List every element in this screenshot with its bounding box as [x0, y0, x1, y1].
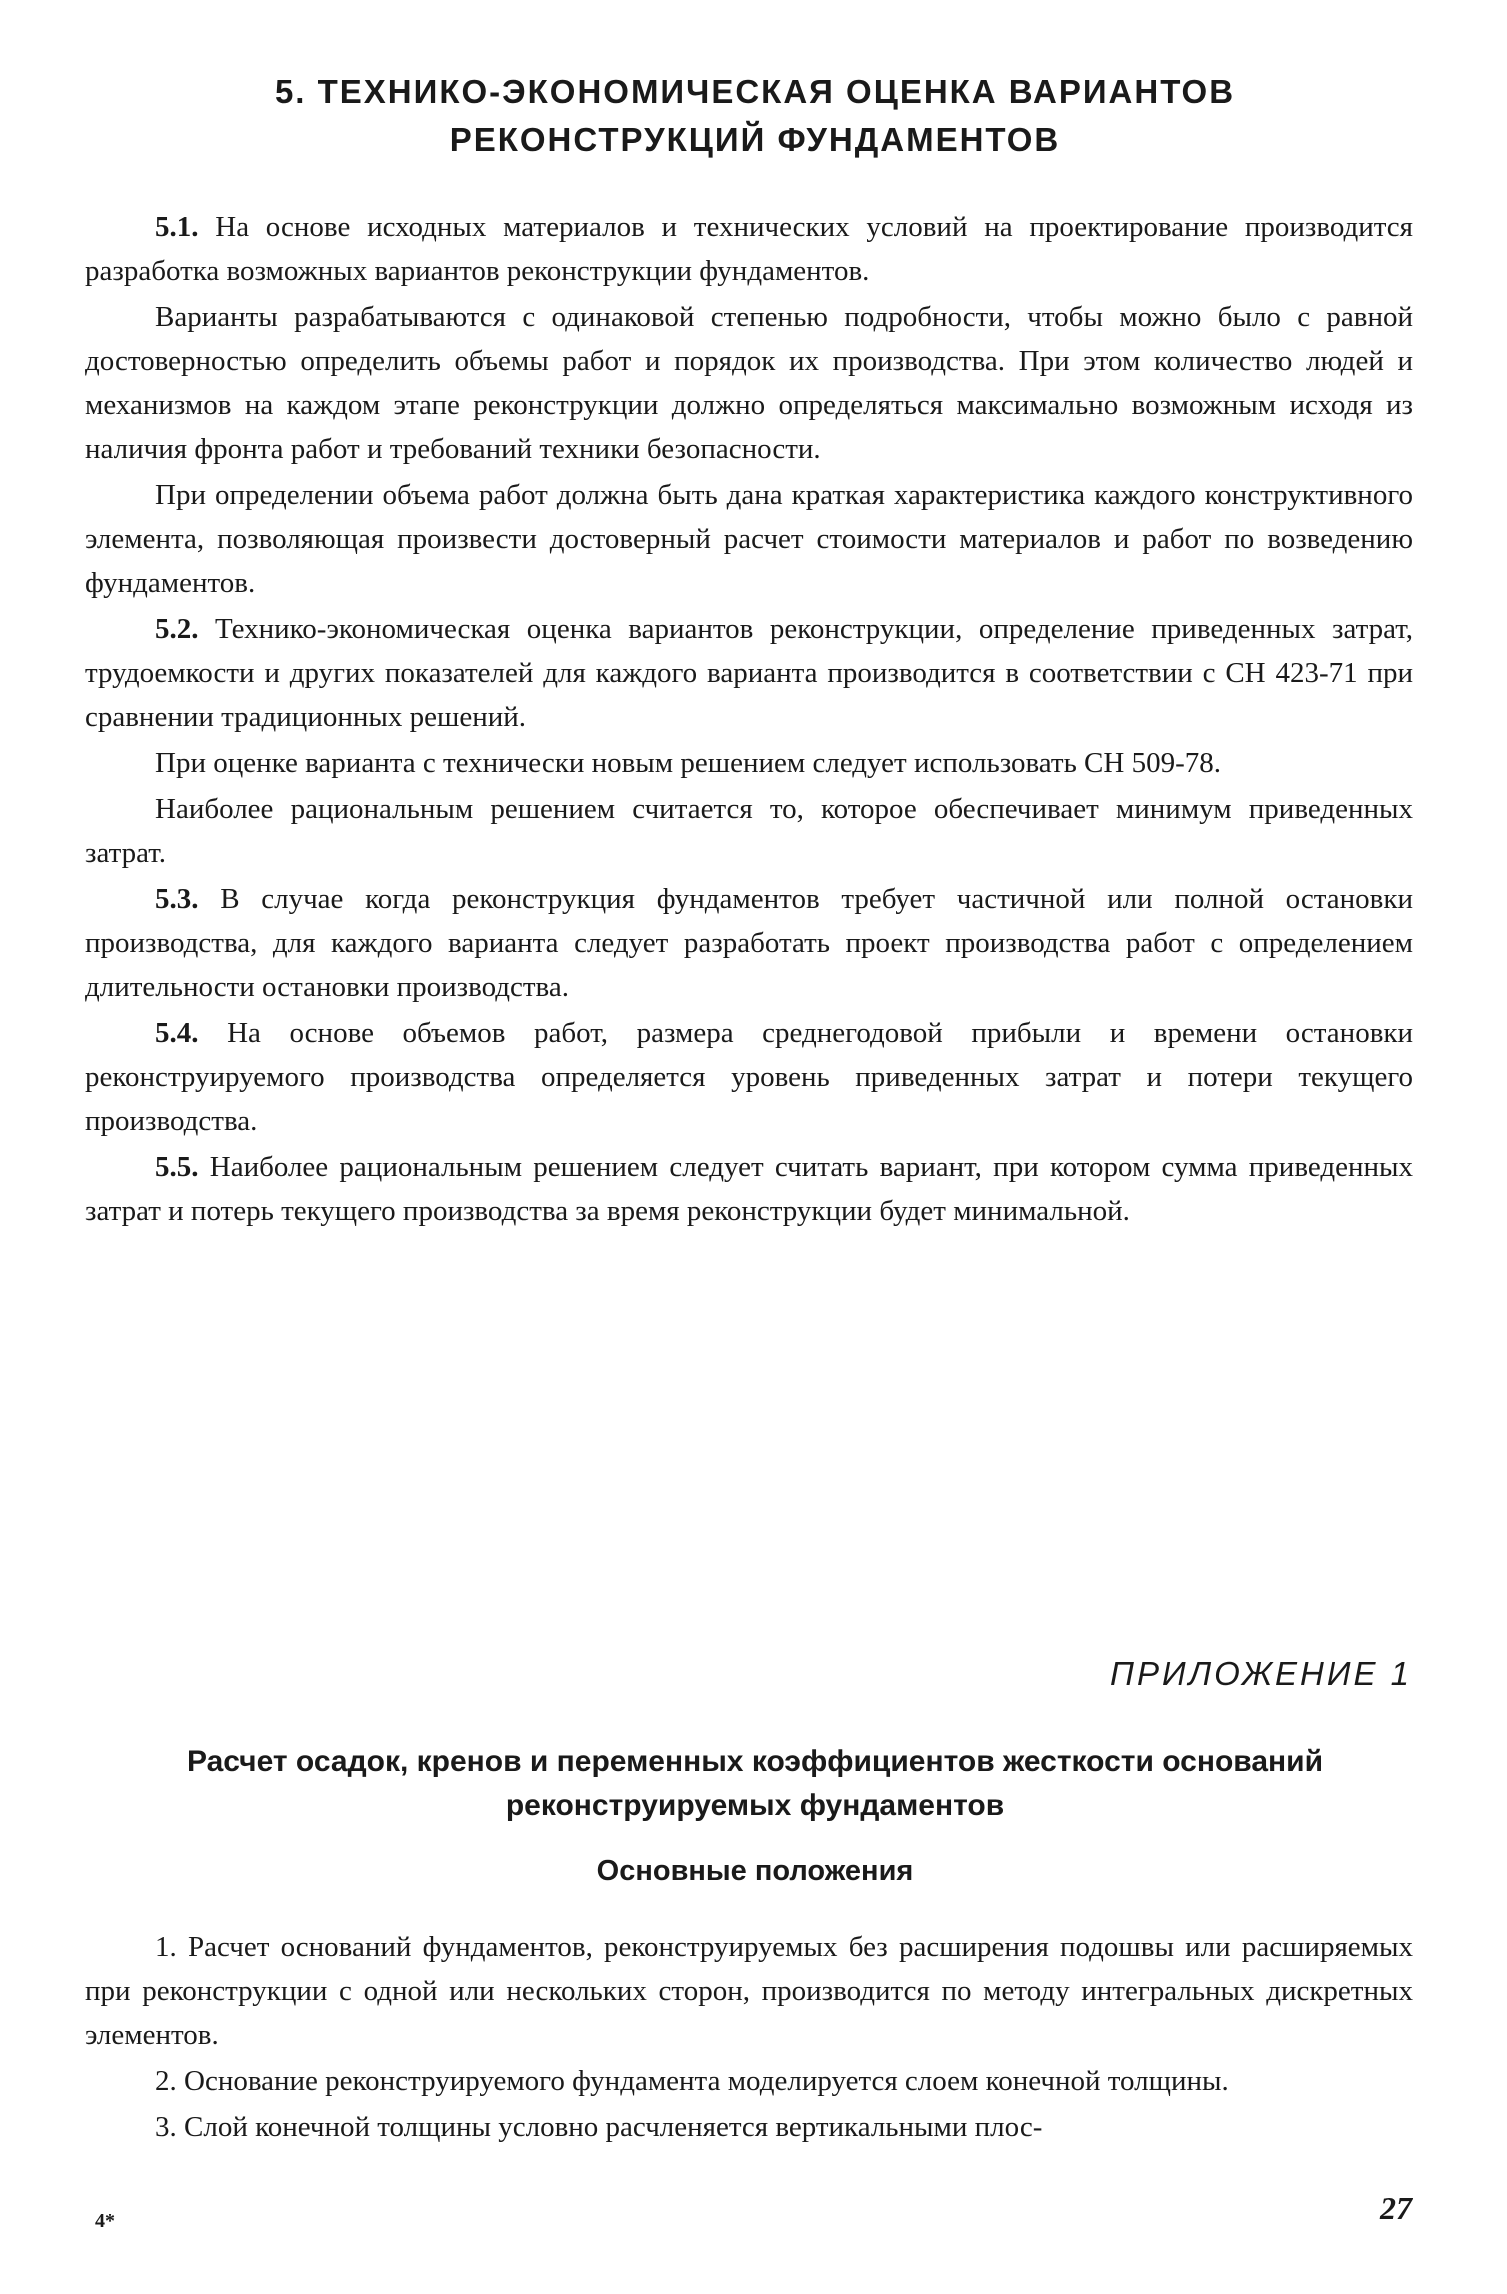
appendix-label: ПРИЛОЖЕНИЕ 1	[1110, 1655, 1412, 1692]
paragraph-5-2: 5.2. Технико-экономическая оценка вариантов реконструкции, определение приведенных затрат, трудоемкости и других показателей для каждого варианта производится в соответствии с СН 423-71 при сравнении традиционных решений.	[85, 613, 1413, 733]
section-body	[85, 205, 1413, 1235]
section-title	[150, 68, 1360, 164]
paragraph-5-1: 5.1. На основе исходных материалов и технических условий на проектирование производится разработка возможных вариантов реконструкции фундаментов.	[85, 211, 1413, 287]
section-title-line-2: РЕКОНСТРУКЦИЙ ФУНДАМЕНТОВ	[449, 121, 1061, 158]
subheading: Основные положения	[596, 1855, 914, 1887]
appendix-paragraph-1: 1. Расчет оснований фундаментов, реконструируемых без расширения подошвы или расширяемых при реконструкции с одной или нескольких сторон, производится по методу интегральных дискретных элементов.	[85, 1931, 1413, 2051]
appendix-paragraph-2: 2. Основание реконструируемого фундамента моделируется слоем конечной толщины.	[155, 2065, 1229, 2097]
appendix-title-line-2: реконструируемых фундаментов	[505, 1789, 1005, 1822]
paragraph-5-5: 5.5. Наиболее рациональным решением следует считать вариант, при котором сумма приведенных затрат и потерь текущего производства за время реконструкции будет минимальной.	[85, 1151, 1413, 1227]
appendix-paragraph-3: 3. Слой конечной толщины условно расчленяется вертикальными плос-	[155, 2111, 1043, 2143]
page-number: 27	[1380, 2190, 1412, 2226]
appendix-title-line-1: Расчет осадок, кренов и переменных коэффициентов жесткости оснований	[186, 1745, 1324, 1778]
appendix-title	[120, 1740, 1390, 1828]
paragraph-5-4: 5.4. На основе объемов работ, размера среднегодовой прибыли и времени остановки реконструируемого производства определяется уровень приведенных затрат и потери текущего производства.	[85, 1017, 1413, 1137]
paragraph: Наиболее рациональным решением считается то, которое обеспечивает минимум приведенных затрат.	[85, 793, 1413, 869]
section-title-line-1: 5. ТЕХНИКО-ЭКОНОМИЧЕСКАЯ ОЦЕНКА ВАРИАНТОВ	[274, 73, 1236, 110]
paragraph: При оценке варианта с технически новым решением следует использовать СН 509-78.	[155, 747, 1222, 779]
paragraph: При определении объема работ должна быть дана краткая характеристика каждого конструктивного элемента, позволяющая произвести достоверный расчет стоимости материалов и работ по возведению фундаментов.	[85, 479, 1413, 599]
paragraph-5-3: 5.3. В случае когда реконструкция фундаментов требует частичной или полной остановки производства, для каждого варианта следует разработать проект производства работ с определением длительности остановки производства.	[85, 883, 1413, 1003]
appendix-body	[85, 1925, 1413, 2151]
signature-mark: 4*	[95, 2210, 115, 2232]
paragraph: Варианты разрабатываются с одинаковой степенью подробности, чтобы можно было с равной достоверностью определить объемы работ и порядок их производства. При этом количество людей и механизмов на каждом этапе реконструкции должно определяться максимально возможным исходя из наличия фронта работ и требований техники безопасности.	[85, 301, 1413, 465]
